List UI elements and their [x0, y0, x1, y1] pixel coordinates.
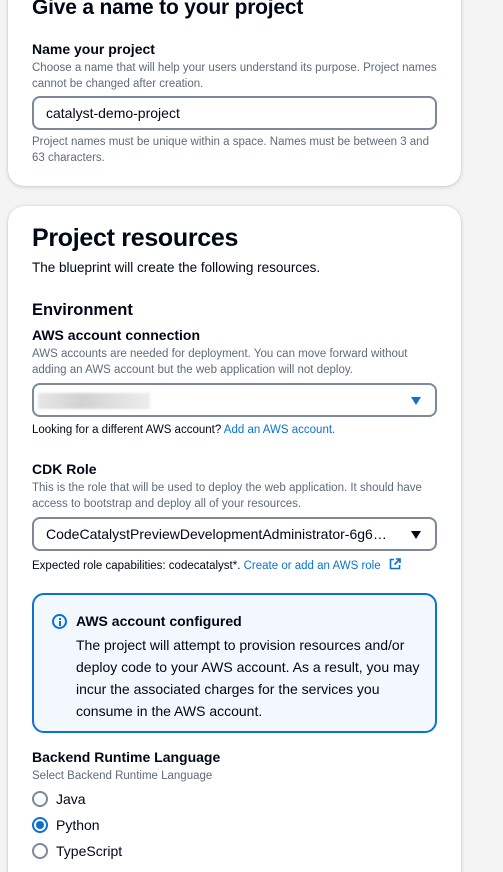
aws-account-helper: [32, 424, 335, 436]
alert-title: AWS account configured: [76, 613, 242, 629]
cdk-role-select[interactable]: [32, 517, 437, 551]
aws-account-label: AWS account connection: [32, 327, 201, 343]
radio-typescript-label[interactable]: TypeScript: [56, 843, 123, 859]
project-name-constraint: Project names must be unique within a space. Names must be between 3 and 63 characters.: [32, 136, 429, 164]
radio-typescript[interactable]: [32, 843, 48, 859]
radio-python-label[interactable]: Python: [56, 817, 100, 833]
aws-account-helper-text: Looking for a different AWS account?: [32, 424, 222, 436]
runtime-label: Backend Runtime Language: [32, 749, 221, 765]
cdk-role-value: CodeCatalystPreviewDevelopmentAdministrator-6g6…: [46, 526, 387, 542]
caret-down-icon: [411, 397, 421, 405]
cdk-role-label: CDK Role: [32, 461, 97, 477]
cdk-role-helper-text: Expected role capabilities: codecatalyst*.: [32, 560, 241, 572]
cdk-role-helper: [32, 558, 401, 572]
aws-account-select[interactable]: [32, 383, 437, 417]
section-heading: Give a name to your project: [32, 0, 304, 19]
project-name-label: Name your project: [32, 41, 155, 57]
info-icon: [52, 614, 67, 629]
environment-heading: Environment: [32, 301, 133, 319]
runtime-description: Select Backend Runtime Language: [32, 770, 213, 782]
resources-intro: The blueprint will create the following resources.: [32, 260, 321, 275]
resources-heading: Project resources: [32, 224, 239, 252]
external-link-icon: [389, 558, 401, 570]
project-name-description: Choose a name that will help your users understand its purpose. Project names cannot be changed after creation.: [32, 62, 437, 90]
aws-account-configured-alert: [32, 593, 437, 733]
redacted-account-value: [38, 393, 150, 409]
project-name-input[interactable]: [32, 96, 437, 130]
add-aws-account-link[interactable]: Add an AWS account.: [223, 424, 336, 436]
alert-body: The project will attempt to provision resources and/or deploy code to your AWS account. As a result, you may incur the associated charges for the services you consume in the AWS account.: [76, 637, 420, 719]
radio-java[interactable]: [32, 791, 48, 807]
project-name-value: catalyst-demo-project: [46, 105, 180, 121]
aws-account-description: AWS accounts are needed for deployment. You can move forward without adding an AWS account but the web application will not deploy.: [32, 348, 408, 376]
radio-python[interactable]: [32, 817, 48, 833]
caret-down-icon: [411, 531, 421, 539]
cdk-role-description: This is the role that will be used to deploy the web application. It should have access to bootstrap and deploy all of your resources.: [32, 482, 422, 510]
radio-java-label[interactable]: Java: [56, 791, 86, 807]
create-aws-role-link[interactable]: Create or add an AWS role: [243, 560, 381, 572]
